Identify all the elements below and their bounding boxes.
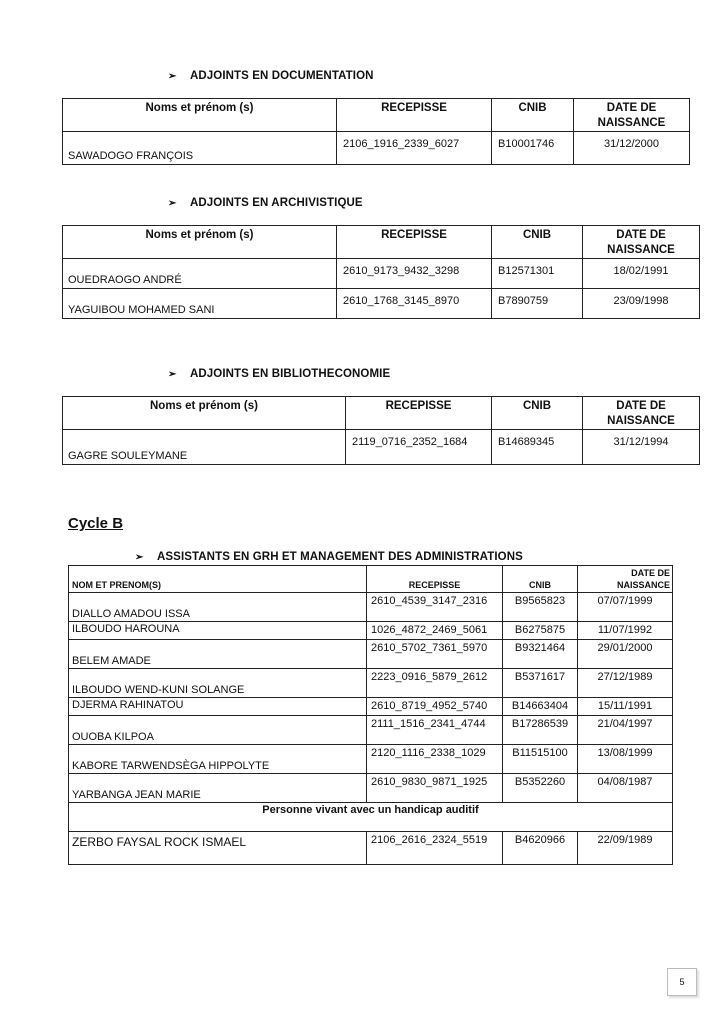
table-row <box>69 698 673 716</box>
table-archivistique <box>62 225 700 319</box>
header-cnib: CNIB <box>492 226 583 259</box>
section-title-archivistique: ➢ ADJOINTS EN ARCHIVISTIQUE <box>168 197 363 209</box>
table-row <box>69 774 673 803</box>
cell-date: 29/01/2000 <box>578 640 673 669</box>
cell-recepisse: 2610_1768_3145_8970 <box>337 289 492 319</box>
cell-cnib: B17286539 <box>503 716 578 745</box>
cell-cnib: B14663404 <box>503 698 578 716</box>
cell-recepisse: 2223_0916_5879_2612 <box>367 669 503 698</box>
cell-recepisse: 2119_0716_2352_1684 <box>346 430 492 465</box>
cell-date: 15/11/1991 <box>578 698 673 716</box>
cell-cnib: B7890759 <box>492 289 583 319</box>
table-row <box>69 745 673 774</box>
cell-name: DIALLO AMADOU ISSA <box>69 593 367 622</box>
cell-name: ILBOUDO WEND-KUNI SOLANGE <box>69 669 367 698</box>
cell-recepisse: 2111_1516_2341_4744 <box>367 716 503 745</box>
cell-name: OUEDRAOGO ANDRÉ <box>63 259 337 289</box>
table-header-row <box>63 226 700 259</box>
table-row <box>69 640 673 669</box>
header-recepisse: RECEPISSE <box>337 99 492 132</box>
table-header-row <box>63 99 690 132</box>
header-cnib: CNIB <box>492 397 583 430</box>
header-cnib: CNIB <box>503 566 578 593</box>
cell-name: SAWADOGO FRANÇOIS <box>63 132 337 165</box>
table-row <box>69 716 673 745</box>
header-name: Noms et prénom (s) <box>63 226 337 259</box>
header-date: DATE DE NAISSANCE <box>574 99 690 132</box>
cell-cnib: B6275875 <box>503 622 578 640</box>
cell-cnib: B4620966 <box>503 832 578 865</box>
table-header-row <box>63 397 700 430</box>
cell-recepisse: 2610_5702_7361_5970 <box>367 640 503 669</box>
note-row <box>69 803 673 832</box>
header-cnib: CNIB <box>492 99 574 132</box>
header-name: NOM ET PRENOM(S) <box>69 566 367 593</box>
cell-cnib: B12571301 <box>492 259 583 289</box>
arrow-bullet-icon: ➢ <box>168 197 177 209</box>
table-header-row <box>69 566 673 593</box>
cell-recepisse: 2106_2616_2324_5519 <box>367 832 503 865</box>
section-title-grh: ➢ ASSISTANTS EN GRH ET MANAGEMENT DES ADMINISTRATIONS <box>135 551 523 563</box>
cell-recepisse: 2610_8719_4952_5740 <box>367 698 503 716</box>
cell-cnib: B10001746 <box>492 132 574 165</box>
table-grh <box>68 565 673 865</box>
section-title-documentation: ➢ ADJOINTS EN DOCUMENTATION <box>168 70 374 82</box>
cell-recepisse: 2610_9830_9871_1925 <box>367 774 503 803</box>
section-title-bibliotheconomie: ➢ ADJOINTS EN BIBLIOTHECONOMIE <box>168 368 391 380</box>
table-row <box>63 289 700 319</box>
cell-name: DJERMA RAHINATOU <box>69 698 367 716</box>
arrow-bullet-icon: ➢ <box>168 368 177 380</box>
cell-name: KABORE TARWENDSÈGA HIPPOLYTE <box>69 745 367 774</box>
header-name: Noms et prénom (s) <box>63 397 346 430</box>
cell-date: 22/09/1989 <box>578 832 673 865</box>
table-row <box>63 259 700 289</box>
cell-name: BELEM AMADE <box>69 640 367 669</box>
arrow-bullet-icon: ➢ <box>135 551 144 563</box>
cell-name: ZERBO FAYSAL ROCK ISMAEL <box>69 832 367 865</box>
cell-name: YARBANGA JEAN MARIE <box>69 774 367 803</box>
cell-recepisse: 2120_1116_2338_1029 <box>367 745 503 774</box>
page-number: 5 <box>667 968 697 996</box>
cell-name: ILBOUDO HAROUNA <box>69 622 367 640</box>
cell-cnib: B9565823 <box>503 593 578 622</box>
table-row <box>69 669 673 698</box>
cell-name: OUOBA KILPOA <box>69 716 367 745</box>
cell-date: 13/08/1999 <box>578 745 673 774</box>
cell-cnib: B14689345 <box>492 430 583 465</box>
cell-cnib: B9321464 <box>503 640 578 669</box>
cell-cnib: B11515100 <box>503 745 578 774</box>
table-row <box>63 430 700 465</box>
table-bibliotheconomie <box>62 396 700 465</box>
cell-name: YAGUIBOU MOHAMED SANI <box>63 289 337 319</box>
cell-date: 23/09/1998 <box>583 289 700 319</box>
cell-date: 07/07/1999 <box>578 593 673 622</box>
header-date: DATE DE NAISSANCE <box>583 397 700 430</box>
cell-date: 18/02/1991 <box>583 259 700 289</box>
cell-date: 31/12/2000 <box>574 132 690 165</box>
header-recepisse: RECEPISSE <box>346 397 492 430</box>
arrow-bullet-icon: ➢ <box>168 70 177 82</box>
cell-name: GAGRE SOULEYMANE <box>63 430 346 465</box>
table-documentation <box>62 98 690 165</box>
table-row <box>69 622 673 640</box>
cell-recepisse: 1026_4872_2469_5061 <box>367 622 503 640</box>
header-date: DATE DE NAISSANCE <box>583 226 700 259</box>
handicap-note: Personne vivant avec un handicap auditif <box>69 803 673 832</box>
cell-date: 31/12/1994 <box>583 430 700 465</box>
table-row <box>69 832 673 865</box>
header-date: DATE DE NAISSANCE <box>578 566 673 593</box>
header-name: Noms et prénom (s) <box>63 99 337 132</box>
cell-date: 21/04/1997 <box>578 716 673 745</box>
table-row <box>63 132 690 165</box>
header-recepisse: RECEPISSE <box>337 226 492 259</box>
cell-recepisse: 2106_1916_2339_6027 <box>337 132 492 165</box>
header-recepisse: RECEPISSE <box>367 566 503 593</box>
cell-cnib: B5352260 <box>503 774 578 803</box>
cycle-heading: Cycle B <box>68 515 124 532</box>
cell-date: 04/08/1987 <box>578 774 673 803</box>
cell-recepisse: 2610_4539_3147_2316 <box>367 593 503 622</box>
cell-date: 27/12/1989 <box>578 669 673 698</box>
table-row <box>69 593 673 622</box>
cell-recepisse: 2610_9173_9432_3298 <box>337 259 492 289</box>
cell-cnib: B5371617 <box>503 669 578 698</box>
cell-date: 11/07/1992 <box>578 622 673 640</box>
